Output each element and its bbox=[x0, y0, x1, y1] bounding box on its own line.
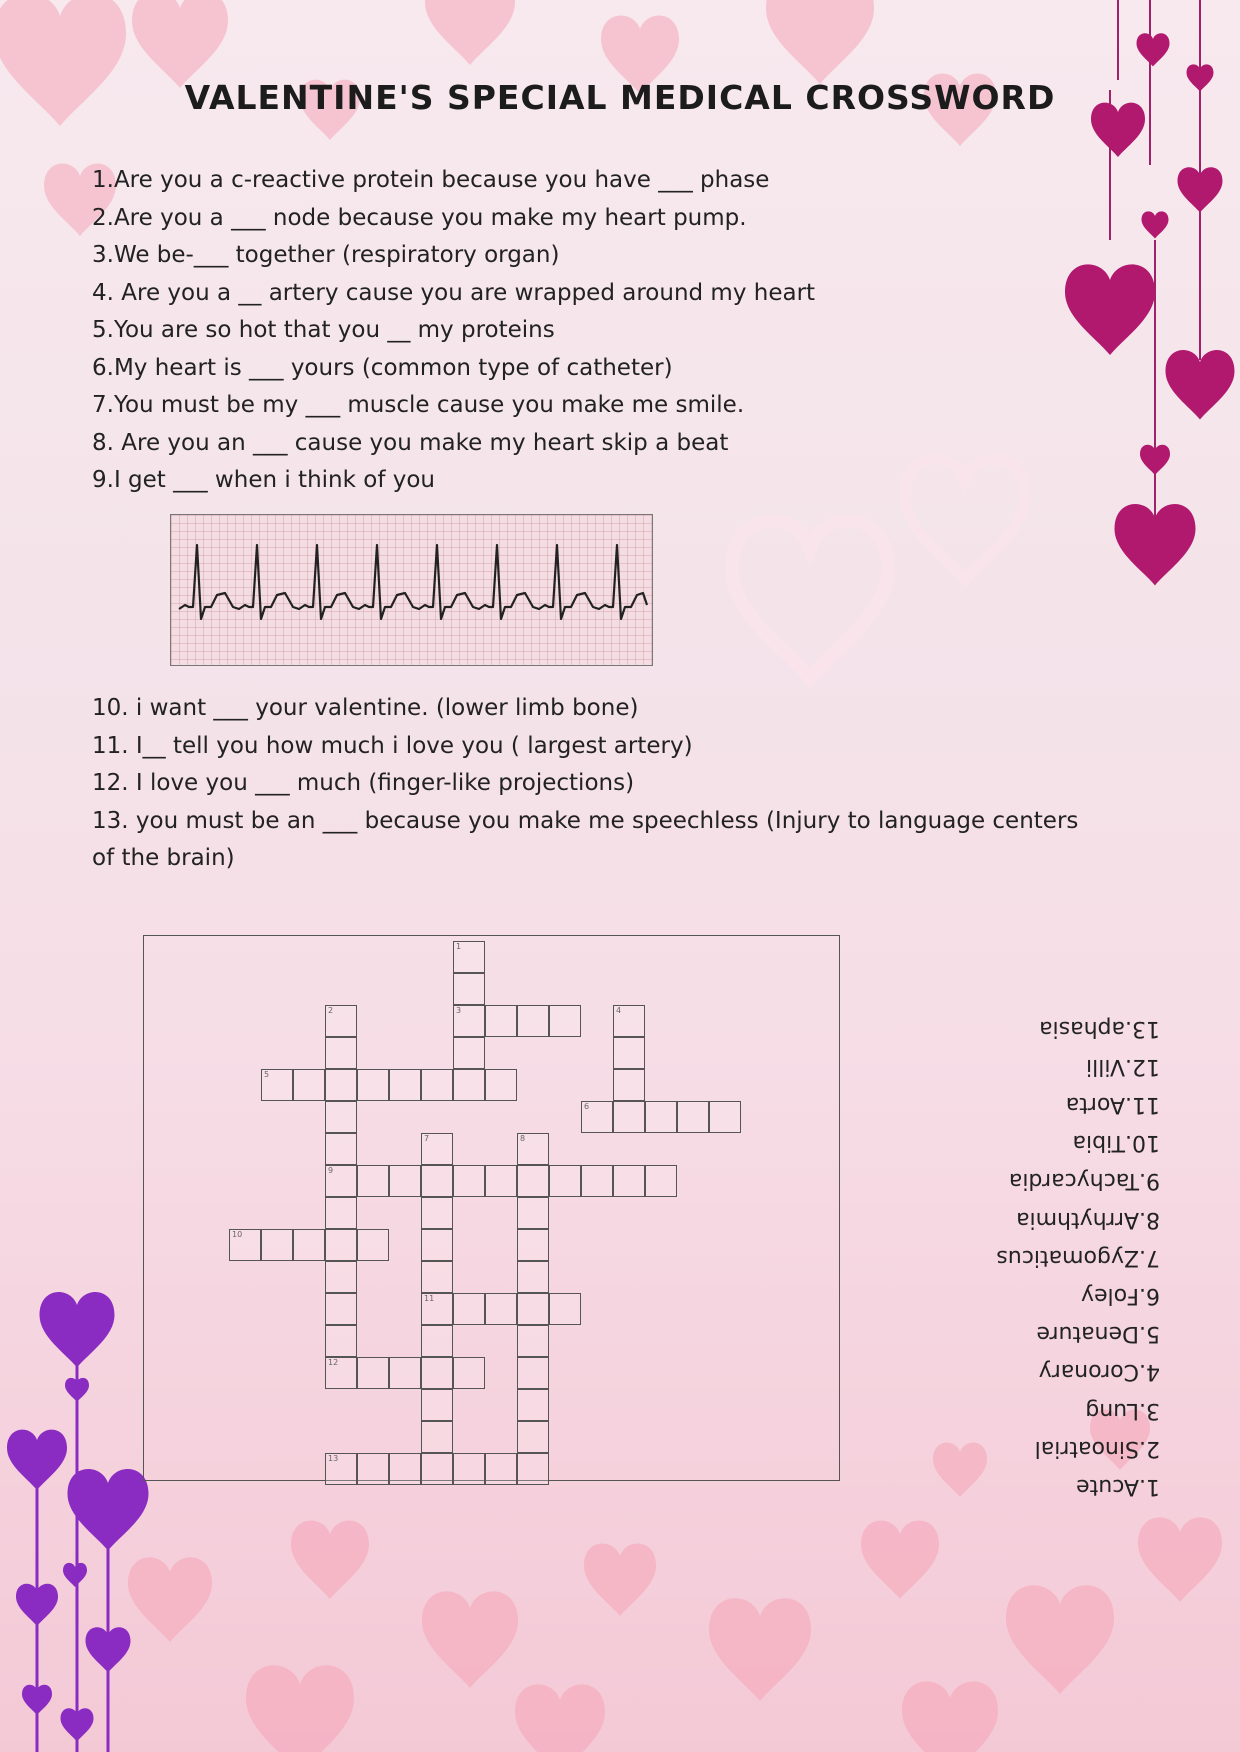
clue-10: 10. i want ___ your valentine. (lower limb bone) bbox=[92, 695, 639, 721]
crossword-cell[interactable] bbox=[549, 1293, 581, 1325]
crossword-cell[interactable] bbox=[421, 1357, 453, 1389]
crossword-cell[interactable] bbox=[485, 1453, 517, 1485]
crossword-clue-number: 7 bbox=[424, 1134, 430, 1143]
crossword-cell[interactable] bbox=[549, 1005, 581, 1037]
crossword-cell[interactable] bbox=[325, 1197, 357, 1229]
crossword-cell[interactable] bbox=[453, 1357, 485, 1389]
crossword-cell[interactable] bbox=[325, 1357, 357, 1389]
crossword-grid bbox=[143, 935, 840, 1481]
crossword-clue-number: 9 bbox=[328, 1166, 334, 1175]
crossword-cell[interactable] bbox=[453, 1069, 485, 1101]
crossword-clue-number: 11 bbox=[424, 1294, 435, 1303]
answer-4: 4.Coronary bbox=[1038, 1359, 1160, 1385]
crossword-clue-number: 10 bbox=[232, 1230, 243, 1239]
crossword-cell[interactable] bbox=[613, 1101, 645, 1133]
crossword-cell[interactable] bbox=[325, 1261, 357, 1293]
crossword-cell[interactable] bbox=[421, 1325, 453, 1357]
crossword-cell[interactable] bbox=[325, 1165, 357, 1197]
crossword-cell[interactable] bbox=[325, 1005, 357, 1037]
crossword-cell[interactable] bbox=[357, 1229, 389, 1261]
crossword-cell[interactable] bbox=[453, 1293, 485, 1325]
crossword-cell[interactable] bbox=[453, 1037, 485, 1069]
crossword-cell[interactable] bbox=[421, 1453, 453, 1485]
crossword-cell[interactable] bbox=[261, 1229, 293, 1261]
clue-11: 11. I__ tell you how much i love you ( largest artery) bbox=[92, 732, 693, 759]
clue-5: 5.You are so hot that you __ my proteins bbox=[92, 317, 555, 343]
answer-3: 3.Lung bbox=[1085, 1397, 1160, 1423]
crossword-cell[interactable] bbox=[645, 1101, 677, 1133]
crossword-cell[interactable] bbox=[485, 1069, 517, 1101]
crossword-cell[interactable] bbox=[421, 1229, 453, 1261]
crossword-cell[interactable] bbox=[517, 1229, 549, 1261]
crossword-cell[interactable] bbox=[581, 1101, 613, 1133]
crossword-cell[interactable] bbox=[645, 1165, 677, 1197]
clue-8: 8. Are you an ___ cause you make my heart skip a beat bbox=[92, 429, 729, 456]
crossword-cell[interactable] bbox=[517, 1357, 549, 1389]
crossword-cell[interactable] bbox=[517, 1165, 549, 1197]
crossword-cell[interactable] bbox=[229, 1229, 261, 1261]
answer-2: 2.Sinoatrial bbox=[1034, 1435, 1160, 1461]
crossword-clue-number: 5 bbox=[264, 1070, 270, 1079]
crossword-cell[interactable] bbox=[517, 1389, 549, 1421]
crossword-cell[interactable] bbox=[581, 1165, 613, 1197]
crossword-cell[interactable] bbox=[517, 1325, 549, 1357]
crossword-clue-number: 8 bbox=[520, 1134, 526, 1143]
crossword-cell[interactable] bbox=[389, 1165, 421, 1197]
answer-10: 10.Tibia bbox=[1072, 1130, 1160, 1156]
crossword-cell[interactable] bbox=[389, 1357, 421, 1389]
crossword-cell[interactable] bbox=[453, 1165, 485, 1197]
crossword-cell[interactable] bbox=[549, 1165, 581, 1197]
crossword-cell[interactable] bbox=[517, 1261, 549, 1293]
crossword-cell[interactable] bbox=[389, 1069, 421, 1101]
clue-list-part1 bbox=[92, 162, 815, 500]
crossword-cell[interactable] bbox=[613, 1069, 645, 1101]
clue-4: 4. Are you a __ artery cause you are wrapped around my heart bbox=[92, 279, 816, 306]
crossword-cell[interactable] bbox=[677, 1101, 709, 1133]
crossword-cell[interactable] bbox=[389, 1453, 421, 1485]
crossword-cell[interactable] bbox=[613, 1037, 645, 1069]
crossword-cell[interactable] bbox=[453, 1005, 485, 1037]
crossword-cell[interactable] bbox=[453, 941, 485, 973]
crossword-cell[interactable] bbox=[613, 1165, 645, 1197]
answer-6: 6.Foley bbox=[1081, 1283, 1160, 1309]
answer-12: 12.Villi bbox=[1085, 1053, 1160, 1079]
crossword-clue-number: 2 bbox=[328, 1006, 334, 1015]
crossword-cell[interactable] bbox=[485, 1165, 517, 1197]
crossword-cell[interactable] bbox=[261, 1069, 293, 1101]
crossword-cell[interactable] bbox=[421, 1389, 453, 1421]
crossword-cell[interactable] bbox=[485, 1005, 517, 1037]
crossword-cell[interactable] bbox=[325, 1229, 357, 1261]
crossword-cell[interactable] bbox=[709, 1101, 741, 1133]
crossword-clue-number: 4 bbox=[616, 1006, 622, 1015]
crossword-cell[interactable] bbox=[357, 1357, 389, 1389]
clue-6: 6.My heart is ___ yours (common type of catheter) bbox=[92, 354, 673, 381]
crossword-cell[interactable] bbox=[325, 1293, 357, 1325]
crossword-cell[interactable] bbox=[613, 1005, 645, 1037]
clue-3: 3.We be-___ together (respiratory organ) bbox=[92, 242, 560, 268]
clue-12: 12. I love you ___ much (finger-like projections) bbox=[92, 770, 635, 796]
crossword-cell[interactable] bbox=[421, 1197, 453, 1229]
crossword-cell[interactable] bbox=[421, 1069, 453, 1101]
answer-5: 5.Denature bbox=[1036, 1321, 1160, 1347]
answer-8: 8.Arrhythmia bbox=[1016, 1206, 1160, 1232]
clue-2: 2.Are you a ___ node because you make my heart pump. bbox=[92, 204, 747, 231]
crossword-cell[interactable] bbox=[421, 1261, 453, 1293]
crossword-cell[interactable] bbox=[357, 1069, 389, 1101]
clue-1: 1.Are you a c-reactive protein because you have ___ phase bbox=[92, 167, 770, 193]
crossword-cell[interactable] bbox=[357, 1453, 389, 1485]
crossword-cell[interactable] bbox=[453, 1453, 485, 1485]
crossword-cell[interactable] bbox=[453, 973, 485, 1005]
crossword-clue-number: 6 bbox=[584, 1102, 590, 1111]
clue-list-part2 bbox=[92, 690, 1082, 878]
answer-11: 11.Aorta bbox=[1065, 1092, 1160, 1118]
crossword-cell[interactable] bbox=[517, 1005, 549, 1037]
crossword-cell[interactable] bbox=[325, 1453, 357, 1485]
answer-1: 1.Acute bbox=[1076, 1474, 1160, 1499]
crossword-cell[interactable] bbox=[325, 1069, 357, 1101]
clue-9: 9.I get ___ when i think of you bbox=[92, 467, 435, 493]
crossword-cell[interactable] bbox=[517, 1453, 549, 1485]
crossword-cell[interactable] bbox=[517, 1133, 549, 1165]
crossword-clue-number: 1 bbox=[456, 942, 462, 951]
answer-13: 13.aphasia bbox=[1039, 1015, 1160, 1041]
crossword-cell[interactable] bbox=[357, 1165, 389, 1197]
crossword-clue-number: 13 bbox=[328, 1454, 339, 1463]
answer-key-upside-down bbox=[960, 985, 1160, 1505]
crossword-cell[interactable] bbox=[421, 1165, 453, 1197]
crossword-cell[interactable] bbox=[325, 1101, 357, 1133]
clue-7: 7.You must be my ___ muscle cause you make me smile. bbox=[92, 392, 745, 418]
crossword-cell[interactable] bbox=[421, 1421, 453, 1453]
crossword-cell[interactable] bbox=[421, 1293, 453, 1325]
clue-13: 13. you must be an ___ because you make me speechless (Injury to language centers of the brain) bbox=[92, 807, 1079, 871]
crossword-cell[interactable] bbox=[325, 1037, 357, 1069]
crossword-cell[interactable] bbox=[517, 1421, 549, 1453]
crossword-cell[interactable] bbox=[293, 1069, 325, 1101]
ecg-trace bbox=[171, 515, 652, 665]
crossword-cell[interactable] bbox=[517, 1293, 549, 1325]
crossword-clue-number: 3 bbox=[456, 1006, 462, 1015]
crossword-cell[interactable] bbox=[293, 1229, 325, 1261]
page-title: VALENTINE'S SPECIAL MEDICAL CROSSWORD bbox=[184, 78, 1056, 117]
answer-9: 9.Tachycardia bbox=[1008, 1168, 1160, 1194]
crossword-cell[interactable] bbox=[421, 1133, 453, 1165]
ecg-strip-image bbox=[170, 514, 653, 666]
crossword-cell[interactable] bbox=[325, 1133, 357, 1165]
crossword-cell[interactable] bbox=[517, 1197, 549, 1229]
crossword-cell[interactable] bbox=[485, 1293, 517, 1325]
crossword-cell[interactable] bbox=[325, 1325, 357, 1357]
answer-7: 7.Zygomaticus bbox=[996, 1244, 1160, 1270]
crossword-clue-number: 12 bbox=[328, 1358, 339, 1367]
